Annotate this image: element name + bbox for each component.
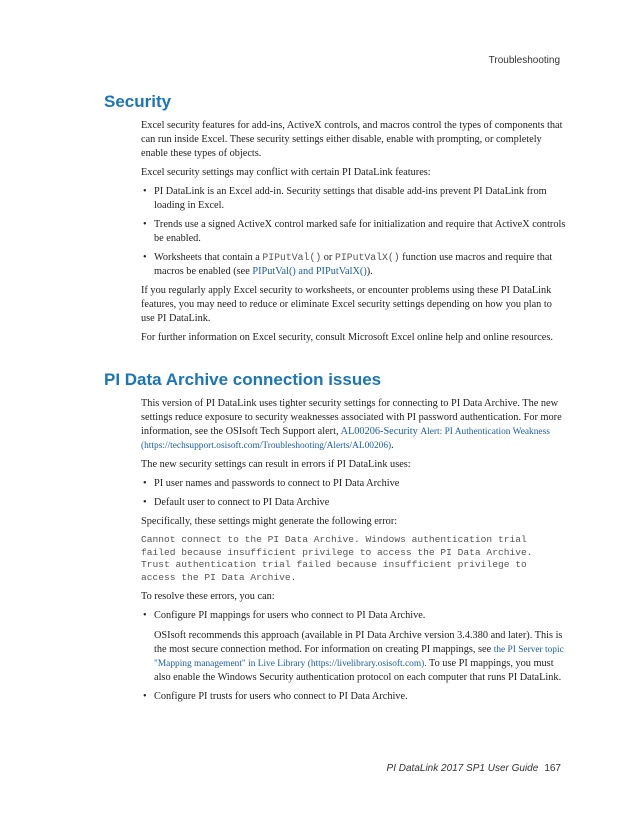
paragraph: The new security settings can result in errors if PI DataLink uses: bbox=[141, 459, 411, 470]
paragraph: Excel security settings may conflict with certain PI DataLink features: bbox=[141, 167, 431, 178]
section-title-archive: PI Data Archive connection issues bbox=[104, 370, 382, 389]
list-item: • PI DataLink is an Excel add-in. Security settings that disable add-ins prevent PI DataLink from loading in Excel. bbox=[141, 185, 567, 213]
bullet-list bbox=[141, 477, 567, 510]
text: OSIsoft recommends this approach (available in PI Data Archive version 3.4.380 and later). This is the most secure connection method. For information on creating PI mappings, see bbox=[154, 630, 563, 655]
bullet-list bbox=[141, 185, 567, 279]
list-item bbox=[141, 251, 567, 279]
paragraph: If you regularly apply Excel security to worksheets, or encounter problems using these PI DataLink features, you may need to reduce or eliminate Excel security settings depending on how you plan to use PI DataLink. bbox=[141, 285, 552, 324]
error-message: Cannot connect to the PI Data Archive. Windows authentication trial failed because insufficient privilege to access the PI Data Archive. Trust authentication trial failed because insufficient privilege to access the PI Data Archive. bbox=[141, 534, 533, 583]
list-item: • Trends use a signed ActiveX control marked safe for initialization and require that ActiveX controls be enabled. bbox=[141, 218, 567, 246]
paragraph: To resolve these errors, you can: bbox=[141, 591, 275, 602]
section-title-security: Security bbox=[104, 92, 172, 111]
text: . bbox=[391, 440, 394, 451]
section-security bbox=[141, 119, 567, 350]
page-number: 167 bbox=[544, 763, 561, 774]
list-item: • PI user names and passwords to connect to PI Data Archive bbox=[141, 477, 567, 491]
text: Configure PI mappings for users who connect to PI Data Archive. bbox=[154, 610, 426, 621]
section-archive bbox=[141, 397, 567, 709]
bullet-list bbox=[141, 609, 567, 704]
paragraph: Excel security features for add-ins, ActiveX controls, and macros control the types of components that can run inside Excel. These security settings either disable, enable with prompting, or completely enable these types of objects. bbox=[141, 120, 563, 159]
paragraph: For further information on Excel security, consult Microsoft Excel online help and online resources. bbox=[141, 332, 553, 343]
list-item: • Default user to connect to PI Data Archive bbox=[141, 496, 567, 510]
link-alert[interactable]: Alert: PI Authentication Weakness (https://techsupport.osisoft.com/Troubleshooting/Alerts/AL00206) bbox=[141, 427, 550, 451]
paragraph bbox=[141, 397, 567, 453]
link-mapping-management[interactable]: the PI Server topic "Mapping management" in Live Library (https://livelibrary.osisoft.com). bbox=[154, 645, 564, 669]
sub-paragraph bbox=[154, 629, 567, 685]
guide-title: PI DataLink 2017 SP1 User Guide bbox=[386, 763, 539, 774]
link-al00206[interactable]: AL00206-Security bbox=[340, 426, 418, 437]
text: To use PI mappings, you must also enable the Windows Security authentication protocol on each computer that runs PI DataLink. bbox=[154, 658, 562, 683]
link-pipputval[interactable]: PIPutVal() and PIPutValX() bbox=[252, 266, 367, 277]
code-pipputvalx: PIPutValX() bbox=[334, 252, 400, 263]
page-footer bbox=[387, 763, 561, 774]
list-item: • Configure PI trusts for users who connect to PI Data Archive. bbox=[141, 690, 567, 704]
text: function use macros and require that macros be enabled (see bbox=[154, 252, 553, 277]
text: This version of PI DataLink uses tighter security settings for connecting to PI Data Archive. The new settings reduce exposure to security weaknesses associated with PI password authentication. For more information, see the OSIsoft Tech Support alert, bbox=[141, 398, 562, 437]
list-item bbox=[141, 609, 567, 685]
text: Worksheets that contain a bbox=[154, 252, 263, 263]
paragraph: Specifically, these settings might generate the following error: bbox=[141, 516, 398, 527]
text: or bbox=[321, 252, 335, 263]
code-pipputval: PIPutVal() bbox=[262, 252, 322, 263]
running-header: Troubleshooting bbox=[488, 55, 560, 66]
text: ). bbox=[366, 266, 373, 277]
